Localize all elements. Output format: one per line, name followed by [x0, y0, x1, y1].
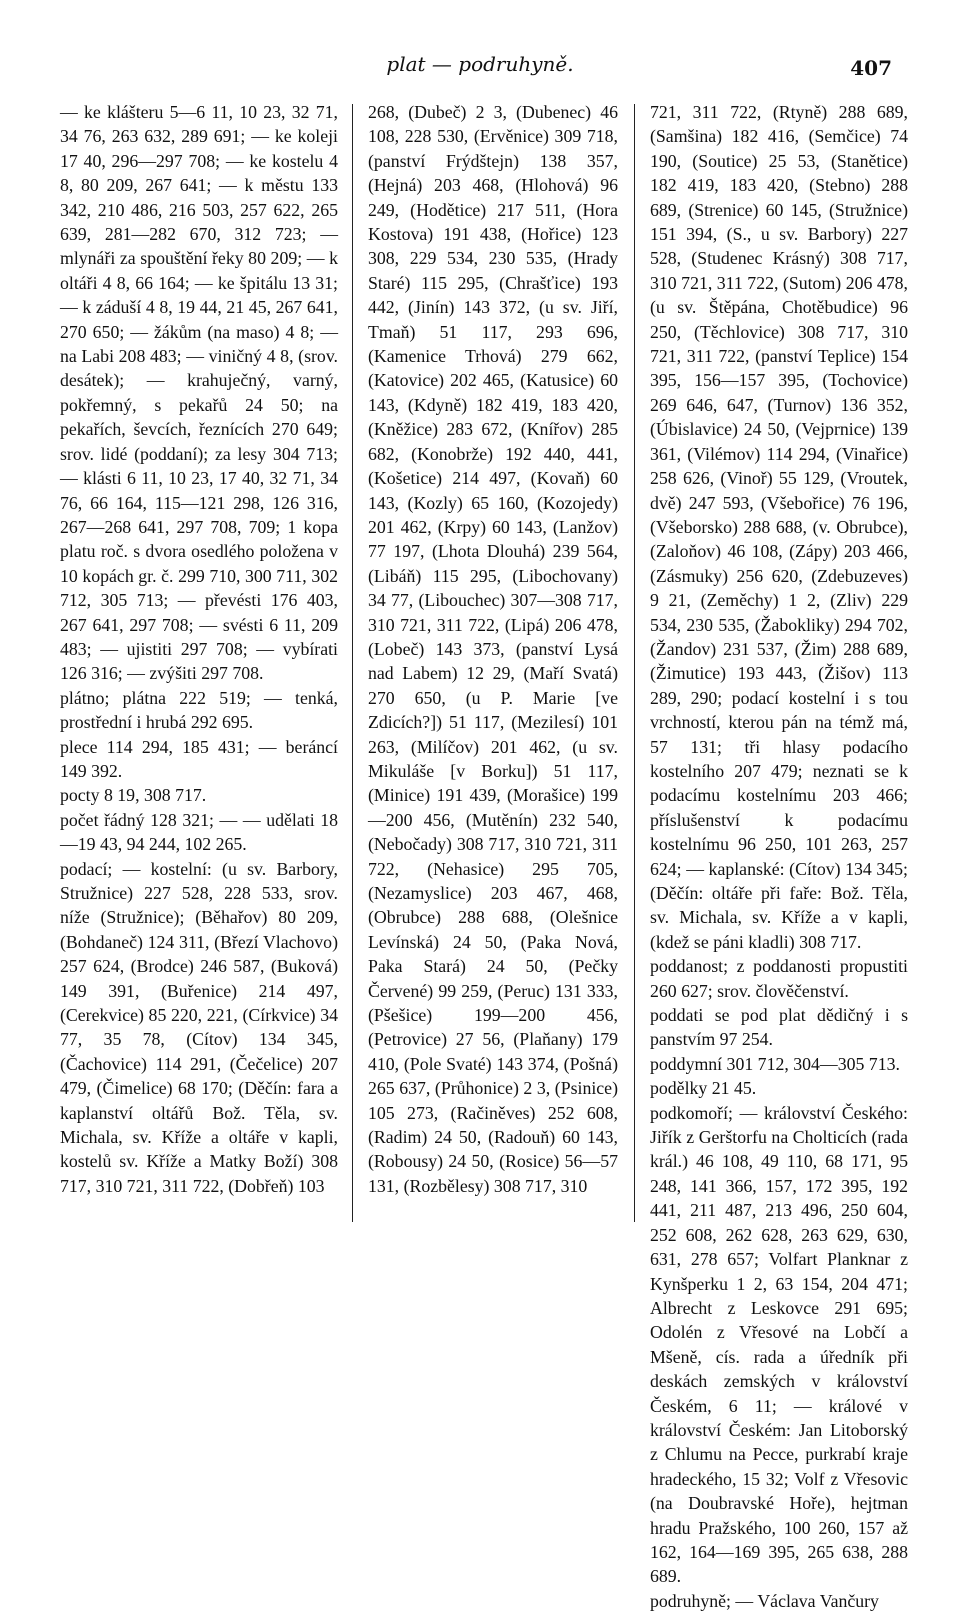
page-number: 407: [850, 56, 892, 80]
index-entry-platno: plátno; plátna 222 519; — tenká, prostřední i hrubá 292 695.: [60, 687, 338, 733]
index-entry-podruhyne: podruhyně; — Václava Vančury: [650, 1590, 879, 1611]
index-entry-plece: plece 114 294, 185 431; — beráncí 149 392.: [60, 736, 338, 781]
column-divider: [634, 104, 635, 1222]
index-column-1: [60, 100, 338, 1198]
index-entry-poddymni: poddymní 301 712, 304—305 713.: [650, 1053, 900, 1074]
index-entry-pocet: počet řádný 128 321; — — udělati 18—19 43, 94 244, 102 265.: [60, 809, 338, 855]
column-divider: [352, 104, 353, 1222]
index-column-3: [650, 100, 908, 1613]
running-head: plat — podruhyně.: [386, 52, 574, 76]
index-entry-poddati: poddati se pod plat dědičný i s panstvím 97 254.: [650, 1005, 908, 1050]
index-entry-podaci-continued: 721, 311 722, (Rtyně) 288 689, (Samšina) 182 416, (Semčice) 74 190, (Soutice) 25 53, (Stanětice) 182 419, 183 420, (Stebno) 288 689, (Strenice) 60 145, (Stružnice) 151 394, (S., u sv. Barbory) 227 528, (Studenec Krásný) 308 717, 310 721, 311 722, (Sutom) 206 478, (u sv. Štěpána, Chotěbudice) 96 250, (Těchlovice) 308 717, 310 721, 311 722, (panství Teplice) 154 395, 156—157 395, (Tochovice) 269 646, 647, (Turnov) 136 352, (Úbislavice) 24 50, (Vejprnice) 139 361, (Vilémov) 114 294, (Vinařice) 258 626, (Vinoř) 55 129, (Vroutek, dvě) 247 593, (Všebořice) 76 196, (Všeborsko) 288 688, (v. Obrubce), (Zaloňov) 46 108, (Zápy) 203 466, (Zásmuky) 256 620, (Zdebuzeves) 9 21, (Zeměchy) 1 2, (Zliv) 229 534, 230 535, (Žabokliky) 294 702, (Žandov) 231 537, (Žim) 288 689, (Žimutice) 193 443, (Žišov) 113 289, 290; podací kostelní i s tou vrchností, kterou pán na témž má, 57 131; tři hlasy podacího kostelního 207 479; neznati se k podacímu kostelnímu 203 466; příslušenství k podacímu kostelnímu 96 250, 101 263, 257 624; — kaplanské: (Cítov) 134 345; (Děčín: oltáře při faře: Bož. Těla, sv. Michala, sv. Kříže a v kapli, (kdež se páni kladli) 308 717.: [650, 102, 908, 952]
index-entry-podkomori: podkomoří; — království Českého: Jiřík z Gerštorfu na Cholticích (rada král.) 46 108, 49 110, 68 171, 95 248, 141 366, 157, 172 395, 192 441, 211 487, 213 496, 250 604, 252 608, 262 628, 263 629, 630, 631, 278 657; Volfart Planknar z Kynšperku 1 2, 63 154, 204 471; Albrecht z Leskovce 291 695; Odolén z Vřesové na Lobčí a Mšeně, cís. rada a úředník při deskách zemských v království Českém, 6 11; — králové v království Českém: Jan Litoborský z Chlumu na Pecce, purkrabí kraje hradeckého, 15 32; Volf z Vřesovic (na Doubravské Hoře), hejtman hradu Pražského, 100 260, 157 až 162, 164—169 395, 265 638, 288 689.: [650, 1102, 908, 1587]
index-entry-podaci: podací; — kostelní: (u sv. Barbory, Stružnice) 227 528, 228 533, srov. níže (Stružnice); (Běhařov) 80 209, (Bohdaneč) 124 311, (Březí Vlachovo) 257 624, (Brodce) 246 587, (Buková) 149 391, (Buřenice) 214 497, (Cerekvice) 85 220, 221, (Církvice) 34 77, 35 78, (Cítov) 134 345, (Čachovice) 114 291, (Čečelice) 207 479, (Čimelice) 68 170; (Děčín: fara a kaplanství oltářů Bož. Těla, sv. Michala, sv. Kříže a oltáře v kapli, kostelů sv. Kříže a Matky Boží) 308 717, 310 721, 311 722, (Dobřeň) 103: [60, 858, 338, 1196]
index-entry-plat-continued: — ke klášteru 5—6 11, 10 23, 32 71, 34 76, 263 632, 289 691; — ke koleji 17 40, 296—297 708; — ke kostelu 4 8, 80 209, 267 641; — k městu 133 342, 210 486, 216 503, 257 622, 265 639, 281—282 670, 312 723; — mlynáři za spouštění řeky 80 209; — k oltáři 4 8, 66 164; — ke špitálu 13 31; — k záduší 4 8, 19 44, 21 45, 267 641, 270 650; — žákům (na maso) 4 8; — na Labi 208 483; — viničný 4 8, (srov. desátek); — krahuječný, varný, pokřemný, s pekařů 24 50; na pekařích, ševcích, řeznících 270 649; srov. lidé (poddaní); za lesy 304 713; — klásti 6 11, 10 23, 17 40, 32 71, 34 76, 66 164, 115—121 298, 126 316, 267—268 641, 297 708, 709; 1 kopa platu roč. s dvora osedlého položena v 10 kopách gr. č. 299 710, 300 711, 302 712, 305 713; — převésti 176 403, 267 641, 297 708; — svésti 6 11, 209 483; — ujistiti 297 708; — vybírati 126 316; — zvýšiti 297 708.: [60, 102, 338, 684]
index-column-2: [368, 100, 618, 1198]
index-entry-pocty: pocty 8 19, 308 717.: [60, 785, 207, 806]
index-entry-podaci-continued: 268, (Dubeč) 2 3, (Dubenec) 46 108, 228 530, (Ervěnice) 309 718, (panství Frýdštejn) 138 357, (Hejná) 203 468, (Hlohová) 96 249, (Hodětice) 217 511, (Hora Kostova) 191 438, (Hořice) 123 308, 229 534, 230 535, (Hrady Staré) 115 295, (Chrašťice) 193 442, (Jinín) 143 372, (u sv. Jiří, Tmaň) 51 117, 293 696, (Kamenice Trhová) 279 662, (Katovice) 202 465, (Katusice) 60 143, (Kdyně) 182 419, 183 420, (Kněžice) 283 672, (Knířov) 285 682, (Konobrže) 192 440, 441, (Košetice) 214 497, (Kovaň) 60 143, (Kozly) 65 160, (Kozojedy) 201 462, (Krpy) 60 143, (Lanžov) 77 197, (Lhota Dlouhá) 239 564, (Libáň) 115 295, (Libochovany) 34 77, (Libouchec) 307—308 717, 310 721, 311 722, (Lipá) 206 478, (Lobeč) 143 373, (panství Lysá nad Labem) 12 29, (Maří Svatá) 270 650, (u P. Marie [ve Zdicích?]) 51 117, (Mezilesí) 101 263, (Milíčov) 201 462, (u sv. Mikuláše [v Borku]) 51 117, (Minice) 191 439, (Morašice) 199—200 456, (Mutěnín) 232 540, (Nebočady) 308 717, 310 721, 311 722, (Nehasice) 295 705, (Nezamyslice) 203 467, 468, (Obrubce) 288 688, (Olešnice Levínská) 24 50, (Paka Nová, Paka Stará) 24 50, (Pečky Červené) 99 259, (Peruc) 131 333, (Pšešice) 199—200 456, (Petrovice) 27 56, (Plaňany) 179 410, (Pole Svaté) 143 374, (Pošná) 265 637, (Průhonice) 2 3, (Psinice) 105 273, (Račiněves) 252 608, (Radim) 24 50, (Radouň) 60 143, (Robousy) 24 50, (Rosice) 56—57 131, (Rozbělesy) 308 717, 310: [368, 102, 618, 1196]
index-entry-podelky: podělky 21 45.: [650, 1078, 757, 1099]
page-header: [0, 52, 960, 92]
index-entry-poddanost: poddanost; z poddanosti propustiti 260 627; srov. člověčenství.: [650, 956, 908, 1001]
